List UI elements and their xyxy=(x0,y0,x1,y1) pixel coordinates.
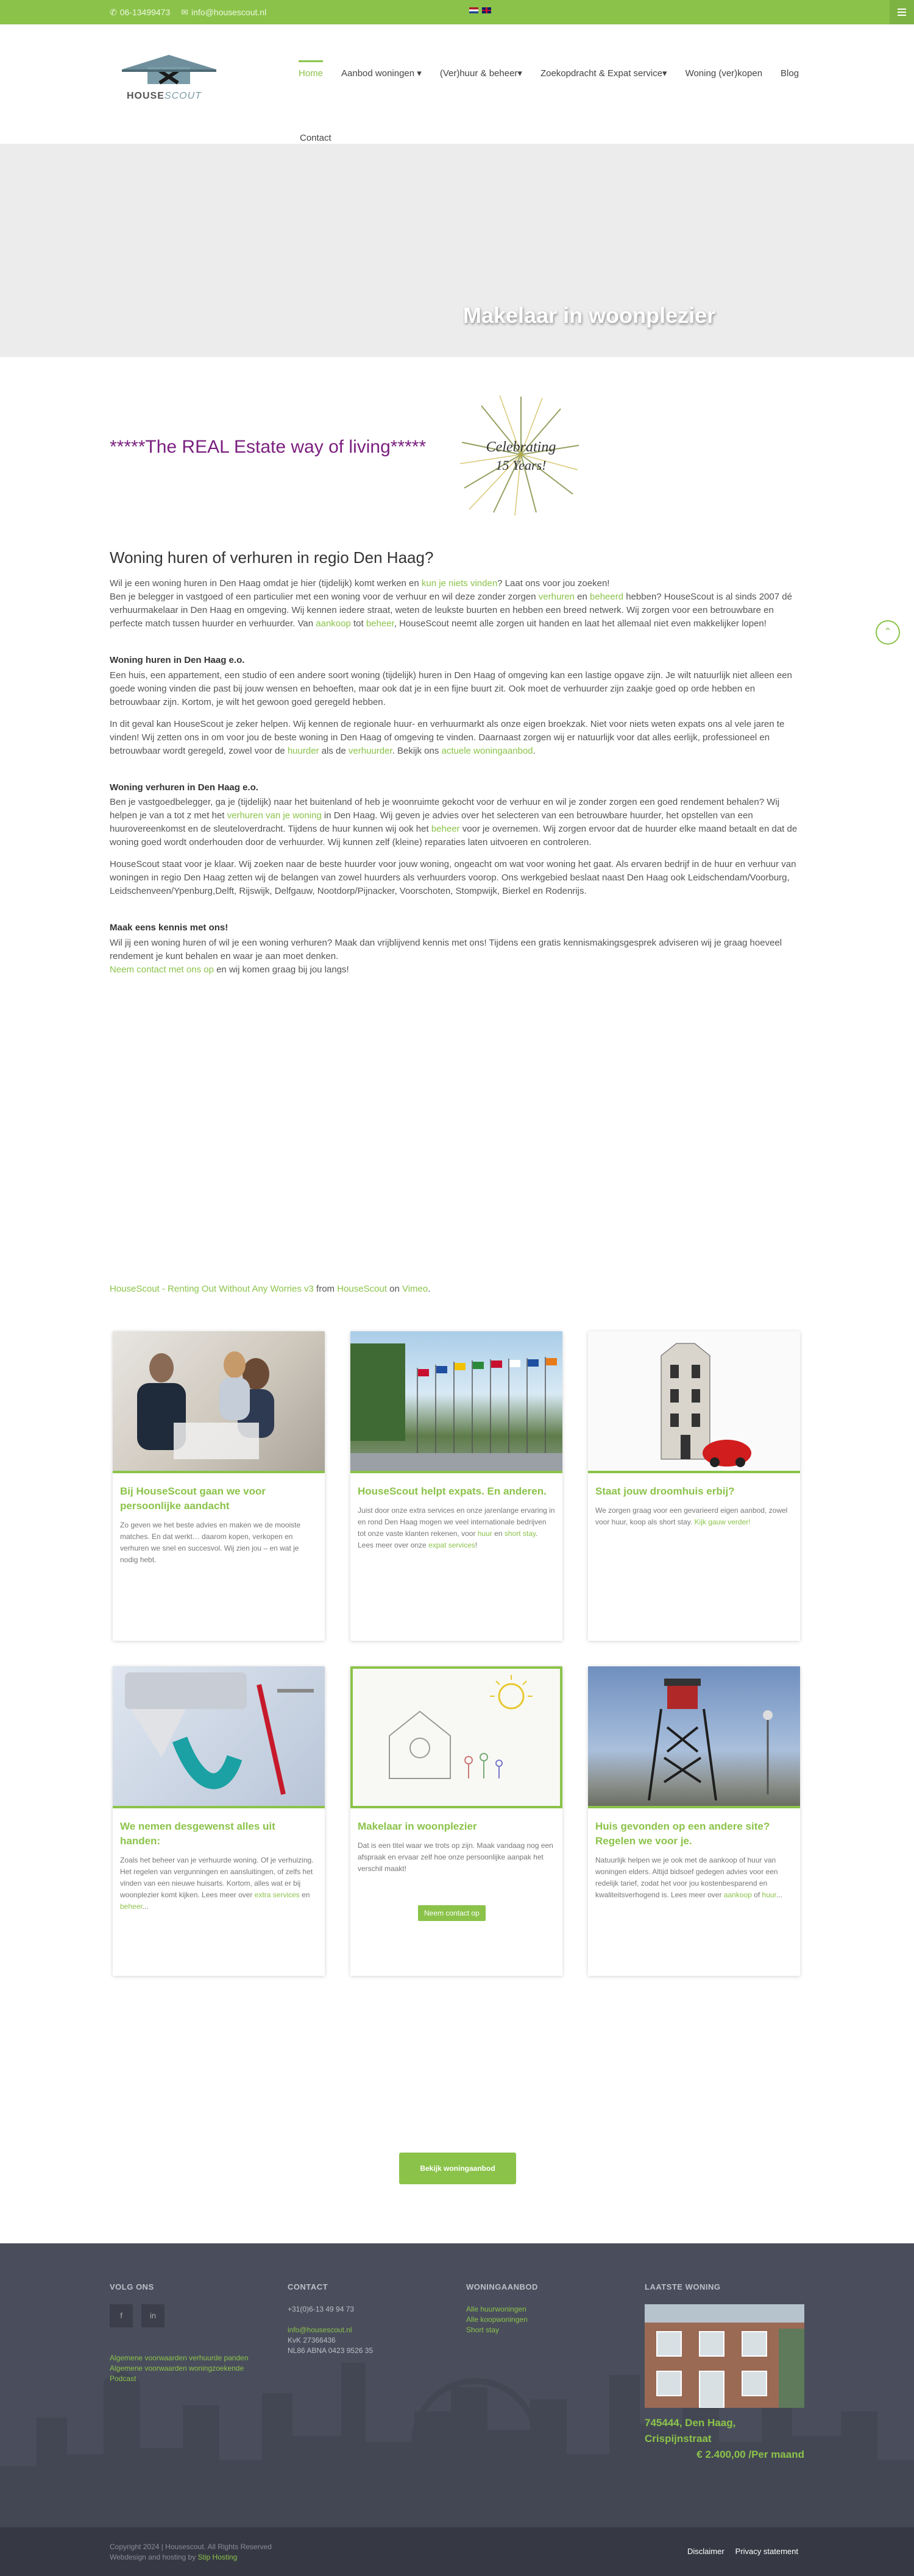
toy-house-photo xyxy=(588,1331,800,1473)
video-owner-link[interactable]: HouseScout xyxy=(337,1284,387,1294)
paragraph-werkgebied: HouseScout staat voor je klaar. Wij zoeken naar de beste huurder voor jouw woning, ongeacht om wat voor woning het gaat. Als ervaren bedrijf in de huur en verhuur van woningen in regio Den Haag zetten wij de belangen van zowel huurders als verhuurders voorop. Ons werkgebied beslaat naast Den Haag ook Leidschendam/Voorburg, Leidschenveen/Ypenburg,Delft, Rijswijk, Delfgauw, Nootdorp/Pijnacker, Voorschoten, Stompwijk, Bierkel en Rodenrijs. xyxy=(110,859,796,896)
logo-wordmark: HOUSESCOUT xyxy=(127,91,202,101)
card-text: Zo geven we het beste advies en maken we de mooiste matches. En dat werkt… daarom kopen, verkopen en verhuren we snel en succesvol. Wij zien jou – en wat je nodig hebt. xyxy=(120,1521,301,1564)
site-footer xyxy=(0,2243,914,2527)
card-title: Bij HouseScout gaan we voor persoonlijke aandacht xyxy=(120,1485,266,1512)
link-expat-services[interactable]: expat services xyxy=(428,1541,475,1549)
scroll-up-icon[interactable]: ⌃ xyxy=(876,620,900,645)
link-woningaanbod[interactable]: actuele woningaanbod xyxy=(441,745,533,756)
link-huur[interactable]: huur xyxy=(477,1529,492,1538)
card-title: Huis gevonden op een andere site? Regelen we voor je. xyxy=(595,1821,770,1847)
intro-heading: Woning huren of verhuren in regio Den Haag? xyxy=(110,548,434,567)
link-disclaimer[interactable]: Disclaimer xyxy=(687,2547,724,2556)
section-heading-kennis: Maak eens kennis met ons! xyxy=(110,922,228,933)
link-verhuurder[interactable]: verhuurder xyxy=(348,745,392,756)
svg-text:Celebrating: Celebrating xyxy=(486,439,556,455)
latest-house-price: € 2.400,00 /Per maand xyxy=(696,2448,804,2460)
nav-aanbod[interactable]: Aanbod woningen ▾ xyxy=(341,68,422,79)
flag-nl-icon[interactable] xyxy=(469,7,478,13)
card-uit-handen[interactable] xyxy=(113,1666,325,1976)
footer-col-contact: CONTACT +31(0)6-13 49 94 73 info@housescout.nl KvK 27366436 NL86 ABNA 0423 9526 35 xyxy=(288,2282,374,2355)
tagline-section xyxy=(0,357,914,546)
link-huurwoningen[interactable]: Alle huurwoningen xyxy=(466,2304,526,2313)
link-kun-je-niets-vinden[interactable]: kun je niets vinden xyxy=(421,578,498,589)
phone-icon: ✆ xyxy=(110,7,117,17)
linkedin-icon[interactable]: in xyxy=(141,2304,165,2327)
phone-link[interactable]: ✆ 06-13499473 xyxy=(110,6,170,19)
site-header xyxy=(0,24,914,144)
tools-photo xyxy=(113,1666,325,1808)
section-heading-verhuren: Woning verhuren in Den Haag e.o. xyxy=(110,782,258,793)
anniversary-badge-icon xyxy=(457,391,585,518)
footer-bank: NL86 ABNA 0423 9526 35 xyxy=(288,2346,374,2355)
language-switch xyxy=(469,7,491,13)
footer-col-volg-ons: VOLG ONS f in Algemene voorwaarden verhuurde panden Algemene voorwaarden woningzoekende Podcast xyxy=(110,2282,249,2383)
bottom-bar xyxy=(0,2527,914,2576)
link-huurder[interactable]: huurder xyxy=(287,745,319,756)
footer-phone[interactable]: +31(0)6-13 49 94 73 xyxy=(288,2304,355,2313)
service-cards xyxy=(113,1331,801,2001)
bekijk-woningaanbod-button[interactable]: Bekijk woningaanbod xyxy=(399,2153,516,2184)
hero-banner xyxy=(0,144,914,357)
card-text: We zorgen graag voor een gevarieerd eigen aanbod, zowel voor huur, koop als short stay. Kijk gauw verder! xyxy=(595,1506,788,1526)
envelope-icon: ✉ xyxy=(181,7,188,17)
card-title: Makelaar in woonplezier xyxy=(358,1821,477,1832)
intro-content xyxy=(0,546,914,977)
intro-paragraph: Wil je een woning huren in Den Haag omdat je hier (tijdelijk) komt werken en kun je niets vinden? Laat ons voor jou zoeken! Ben je belegger in vastgoed of een particulier met een woning voor de verhuur en wil deze zonder zorgen verhuren en beheerd hebben? HouseScout is al sinds 2007 dé verhuurmakelaar in Den Haag en omgeving. Wij kennen iedere straat, weten de leukste buurten en hebben een breed netwerk. Wij zorgen voor een betrouwbare en perfecte match tussen huurder en verhuurder. Van aankoop tot beheer, HouseScout neemt alle zorgen uit handen en laat het allemaal niet even makkelijker lopen! xyxy=(110,578,792,629)
latest-house-photo[interactable] xyxy=(645,2304,804,2408)
footer-col-laatste-woning: LAATSTE WONING 745444, Den Haag, Crispijnstraat € 2.400,00 /Per maand xyxy=(645,2282,804,2460)
vimeo-link[interactable]: Vimeo xyxy=(402,1284,428,1294)
nav-home[interactable]: Home xyxy=(299,60,323,81)
hamburger-menu-icon[interactable] xyxy=(890,0,914,24)
top-contact xyxy=(110,6,266,19)
link-stip-hosting[interactable]: Stip Hosting xyxy=(197,2553,238,2561)
card-droomhuis[interactable] xyxy=(588,1331,800,1641)
paragraph-helpen: In dit geval kan HouseScout je zeker helpen. Wij kennen de regionale huur- en verhuurmarkt als onze eigen broekzak. Niet voor niets weten expats ons al vele jaren te vinden! Wij zetten ons in om voor jou de beste woning in Den Haag of omgeving te vinden. Daarnaast zorgen wij er natuurlijk voor dat alles eerlijk, professioneel en betrouwbaar wordt geregeld, zowel voor de huurder als de verhuurder. Bekijk ons actuele woningaanbod. xyxy=(110,718,785,756)
link-beheer-2[interactable]: beheer xyxy=(431,824,460,834)
link-aankoop-card[interactable]: aankoop xyxy=(723,1891,752,1899)
meeting-photo xyxy=(113,1331,325,1473)
nav-verhuur[interactable]: (Ver)huur & beheer▾ xyxy=(439,68,522,79)
video-caption: HouseScout - Renting Out Without Any Worries v3 from HouseScout on Vimeo. xyxy=(110,1284,431,1294)
logo-mark-icon xyxy=(110,49,228,91)
hero-title: Makelaar in woonplezier xyxy=(463,303,716,328)
link-verhuren[interactable]: verhuren xyxy=(538,592,575,602)
link-podcast[interactable]: Podcast xyxy=(110,2374,136,2383)
flags-photo xyxy=(350,1331,562,1473)
card-title: HouseScout helpt expats. En anderen. xyxy=(358,1485,547,1497)
card-expats[interactable] xyxy=(350,1331,562,1641)
link-voorwaarden-woningzoekende[interactable]: Algemene voorwaarden woningzoekende xyxy=(110,2363,244,2373)
main-nav xyxy=(299,67,799,81)
card-text: Zoals het beheer van je verhuurde woning. Of je verhuizing. Het regelen van vergunningen en aansluitingen, of zelfs het vinden van een nieuwe huisarts. Kortom, alles wat er bij woonplezier komt kijken. Lees meer over extra services en beheer... xyxy=(120,1856,314,1911)
link-short-stay-footer[interactable]: Short stay xyxy=(466,2325,500,2334)
video-title-link[interactable]: HouseScout - Renting Out Without Any Worries v3 xyxy=(110,1284,314,1294)
card-title: Staat jouw droomhuis erbij? xyxy=(595,1485,735,1497)
paragraph-kennis: Wil jij een woning huren of wil je een woning verhuren? Maak dan vrijblijvend kennis met ons! Tijdens een gratis kennismakingsgesprek adviseren wij je graag hoeveel rendement je kunt behalen en waar je aan moet denken. Neem contact met ons op en wij komen graag bij jou langs! xyxy=(110,937,782,975)
footer-col-woningaanbod: WONINGAANBOD Alle huurwoningen Alle koopwoningen Short stay xyxy=(466,2282,538,2334)
link-beheer[interactable]: beheer xyxy=(366,618,394,629)
link-beheer-card[interactable]: beheer xyxy=(120,1902,143,1911)
copyright: Copyright 2024 | Housescout. All Rights Reserved Webdesign and hosting by Stip Hosting xyxy=(110,2542,272,2561)
latest-house-address-1[interactable]: 745444, Den Haag, xyxy=(645,2416,736,2429)
link-privacy[interactable]: Privacy statement xyxy=(735,2547,798,2556)
legal-links xyxy=(687,2546,798,2558)
card-title: We nemen desgewenst alles uit handen: xyxy=(120,1821,275,1847)
link-koopwoningen[interactable]: Alle koopwoningen xyxy=(466,2315,528,2324)
footer-kvk: KvK 27366436 xyxy=(288,2335,336,2344)
link-verhuren-woning[interactable]: verhuren van je woning xyxy=(227,810,322,821)
latest-house-address-2[interactable]: Crispijnstraat xyxy=(645,2432,712,2444)
svg-text:15 Years!: 15 Years! xyxy=(495,458,547,473)
paragraph-verhuren: Ben je vastgoedbelegger, ga je (tijdelijk) naar het buitenland of heb je woonruimte gekocht voor de verhuur en wil je zonder zorgen een goed rendement behalen? Wij helpen je van a tot z met het verhuren van je woning in Den Haag. Wij geven je advies over het selecteren van een betrouwbare huurder, het opstellen van een huurovereenkomst en de sleuteloverdracht. Tijdens de huur kunnen wij ook het beheer voor je overnemen. Wij zorgen ervoor dat de huurder elke maand betaalt en dat de woning goed wordt onderhouden door de verhuurder. Wij kunnen zelf (kleine) reparaties laten uitvoeren en controleren. xyxy=(110,797,798,847)
link-beheerd[interactable]: beheerd xyxy=(590,592,624,602)
link-contact[interactable]: Neem contact met ons op xyxy=(110,964,214,975)
link-aankoop[interactable]: aankoop xyxy=(316,618,351,629)
card-text: Dat is een titel waar we trots op zijn. Maak vandaag nog een afspraak en ervaar zelf hoe onze persoonlijke aanpak het verschil maakt! xyxy=(358,1841,553,1873)
tagline-text: *****The REAL Estate way of living***** xyxy=(110,437,427,457)
housescout-logo[interactable] xyxy=(110,49,228,107)
nav-zoekopdracht[interactable]: Zoekopdracht & Expat service▾ xyxy=(540,68,667,79)
nav-verkopen[interactable]: Woning (ver)kopen xyxy=(685,68,763,79)
flag-uk-icon[interactable] xyxy=(482,7,491,13)
link-extra-services[interactable]: extra services xyxy=(254,1891,300,1899)
email-link[interactable]: ✉ info@housescout.nl xyxy=(181,6,266,19)
nav-blog[interactable]: Blog xyxy=(781,68,799,79)
link-huur-card[interactable]: huur xyxy=(762,1891,776,1899)
card-andere-site[interactable] xyxy=(588,1666,800,1976)
lighthouse-photo xyxy=(588,1666,800,1808)
facebook-icon[interactable]: f xyxy=(110,2304,133,2327)
neem-contact-op-button[interactable]: Neem contact op xyxy=(418,1905,486,1921)
link-short-stay[interactable]: short stay xyxy=(504,1529,536,1538)
card-makelaar[interactable] xyxy=(350,1666,562,1976)
nav-contact[interactable]: Contact xyxy=(300,133,331,143)
top-bar xyxy=(0,0,914,24)
drawing-photo xyxy=(350,1666,562,1808)
paragraph-huren: Een huis, een appartement, een studio of een andere soort woning (tijdelijk) huren in Den Haag of omgeving kan een lastige opgave zijn. Je wilt natuurlijk niet alleen een goede woning vinden die past bij jouw wensen en behoeften, maar ook dat je in een fijne buurt zit. Ook moet de verhuurder zijn zaakje goed op orde hebben en betrouwbaar zijn. Kortom, je wilt het gewoon goed geregeld hebben. xyxy=(110,670,792,707)
link-kijk-verder[interactable]: Kijk gauw verder! xyxy=(694,1518,751,1526)
section-heading-huren: Woning huren in Den Haag e.o. xyxy=(110,655,245,665)
footer-email[interactable]: info@housescout.nl xyxy=(288,2325,352,2334)
link-voorwaarden-verhuurde[interactable]: Algemene voorwaarden verhuurde panden xyxy=(110,2353,249,2362)
card-persoonlijke-aandacht[interactable] xyxy=(113,1331,325,1641)
card-text: Juist door onze extra services en onze jarenlange ervaring in en rond Den Haag mogen we veel internationale bedrijven tot onze vaste klanten rekenen, voor huur en short stay. Lees meer over onze expat services! xyxy=(358,1506,555,1549)
card-text: Natuurlijk helpen we je ook met de aankoop of huur van woningen elders. Altijd bidsoef gedegen advies voor een redelijk tarief, zodat het voor jou kostenbesparend en kwaliteitsverhogend is. Lees meer over aankoop of huur... xyxy=(595,1856,782,1899)
